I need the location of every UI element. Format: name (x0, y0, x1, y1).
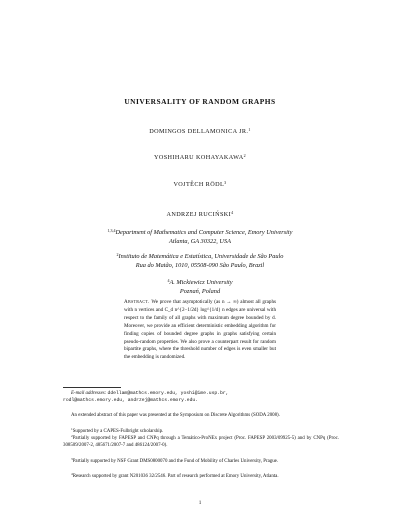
footnote-extended-abstract: An extended abstract of this paper was presented at the Symposium on Discrete Algorithms (SODA 2008). (71, 413, 280, 418)
footnote-3: $^3$Partially supported by NSF Grant DMS0800070 and the Fund of Mobility of Charles University, Prague. (71, 457, 279, 464)
footnote-2: $^2$Partially supported by FAPESP and CNPq through a Temático-ProNEx project (Proc. FAPESP 2003/09925-5) and by CNPq (Proc. 308509/2007-2, 485671/2007-7 and 486124/2007-0). (63, 434, 339, 449)
author-2: YOSHIHARU KOHAYAKAWA$^2$ (153, 153, 246, 161)
footnote-emails: E-mail addresses: ddellam@mathcs.emory.edu, yoshi@ime.usp.br, rodl@mathcs.emory.edu, andrzej@mathcs.emory.edu. (63, 391, 229, 404)
author-4: ANDRZEJ RUCIŃSKI$^4$ (166, 210, 234, 218)
affiliation-2: $^2$Instituto de Matemática e Estatística, Universidade de São Paulo Rua do Matão, 1010, 05508-090 São Paulo, Brazil (116, 252, 284, 269)
abstract (124, 299, 276, 362)
abstract-text: We prove that asymptotically (as n → ∞) almost all graphs with n vertices and C_d n^{2−1/2d} log^{1/d} n edges are universal with respect to the family of all graphs with maximum degree bounded by d. Moreover, we provide an efficient deterministic embedding algorithm for finding copies of bounded degree graphs in graphs satisfying certain pseudo-random properties. We also prove a counterpart result for random bipartite graphs, where the threshold number of edges is even smaller but the embedding is randomized. (124, 299, 276, 361)
footnote-rule (63, 387, 121, 388)
page-number: 1 (198, 500, 202, 506)
affiliation-3: $^4$A. Mickiewicz University Poznań, Poland (167, 278, 233, 295)
author-1: DOMINGOS DELLAMONICA JR.$^1$ (149, 127, 251, 135)
abstract-label: Abstract. (124, 299, 150, 305)
author-3: VOJTĚCH RÖDL$^3$ (173, 180, 227, 188)
footnote-4: $^4$Research supported by grant N201036 32/2546. Part of research performed at Emory University, Atlanta. (71, 472, 279, 479)
paper-title: UNIVERSALITY OF RANDOM GRAPHS (124, 97, 276, 106)
affiliation-1: $^{1,3,4}$Department of Mathematics and Computer Science, Emory University Atlanta, GA 30322, USA (107, 228, 293, 245)
footnote-1: $^1$Supported by a CAPES-Fulbright scholarship. (71, 427, 164, 434)
